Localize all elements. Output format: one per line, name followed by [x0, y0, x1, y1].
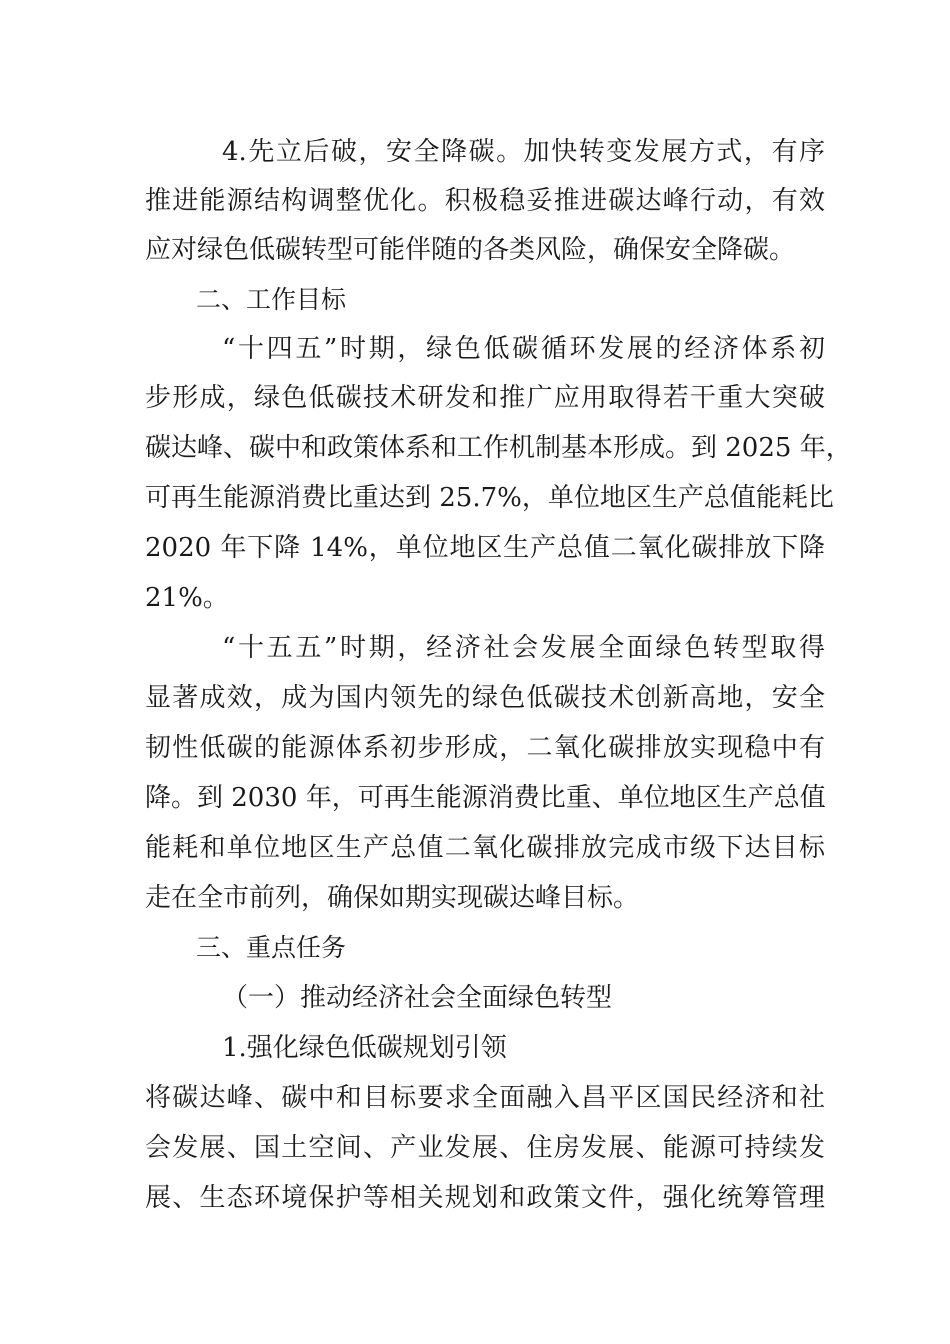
item-1-line-3: 展、生态环境保护等相关规划和政策文件，强化统筹管理 — [145, 1183, 825, 1213]
goal-14th-line-6: 21%。 — [145, 583, 229, 613]
goal-15th-line-1: “十五五”时期，经济社会发展全面绿色转型取得 — [222, 633, 825, 663]
goal-15th-line-2: 显著成效，成为国内领先的绿色低碳技术创新高地，安全 — [145, 683, 825, 713]
goal-14th-line-2: 步形成，绿色低碳技术研发和推广应用取得若干重大突破 — [145, 383, 825, 413]
item-1-line-1: 将碳达峰、碳中和目标要求全面融入昌平区国民经济和社 — [145, 1083, 825, 1113]
principle-4-line-1: 4.先立后破，安全降碳。加快转变发展方式，有序 — [222, 137, 825, 167]
goal-15th-line-3: 韧性低碳的能源体系初步形成，二氧化碳排放实现稳中有 — [145, 733, 825, 763]
goal-15th-line-4: 降。到 2030 年，可再生能源消费比重、单位地区生产总值 — [145, 783, 826, 813]
item-1-title: 1.强化绿色低碳规划引领 — [222, 1033, 507, 1063]
goal-14th-line-4: 可再生能源消费比重达到 25.7%，单位地区生产总值能耗比 — [145, 483, 834, 513]
section-2-heading: 二、工作目标 — [196, 285, 347, 314]
goal-14th-line-5: 2020 年下降 14%，单位地区生产总值二氧化碳排放下降 — [145, 533, 825, 563]
section-3-heading: 三、重点任务 — [196, 933, 347, 962]
goal-15th-line-5: 能耗和单位地区生产总值二氧化碳排放完成市级下达目标 — [145, 833, 825, 863]
subsection-1-heading: （一）推动经济社会全面绿色转型 — [222, 983, 613, 1013]
goal-14th-line-1: “十四五”时期，绿色低碳循环发展的经济体系初 — [222, 334, 825, 364]
principle-4-line-2: 推进能源结构调整优化。积极稳妥推进碳达峰行动，有效 — [145, 186, 825, 216]
goal-14th-line-3: 碳达峰、碳中和政策体系和工作机制基本形成。到 2025 年， — [145, 433, 852, 463]
item-1-line-2: 会发展、国土空间、产业发展、住房发展、能源可持续发 — [145, 1133, 825, 1163]
principle-4-line-3: 应对绿色低碳转型可能伴随的各类风险，确保安全降碳。 — [145, 235, 796, 265]
goal-15th-line-6: 走在全市前列，确保如期实现碳达峰目标。 — [145, 883, 640, 913]
